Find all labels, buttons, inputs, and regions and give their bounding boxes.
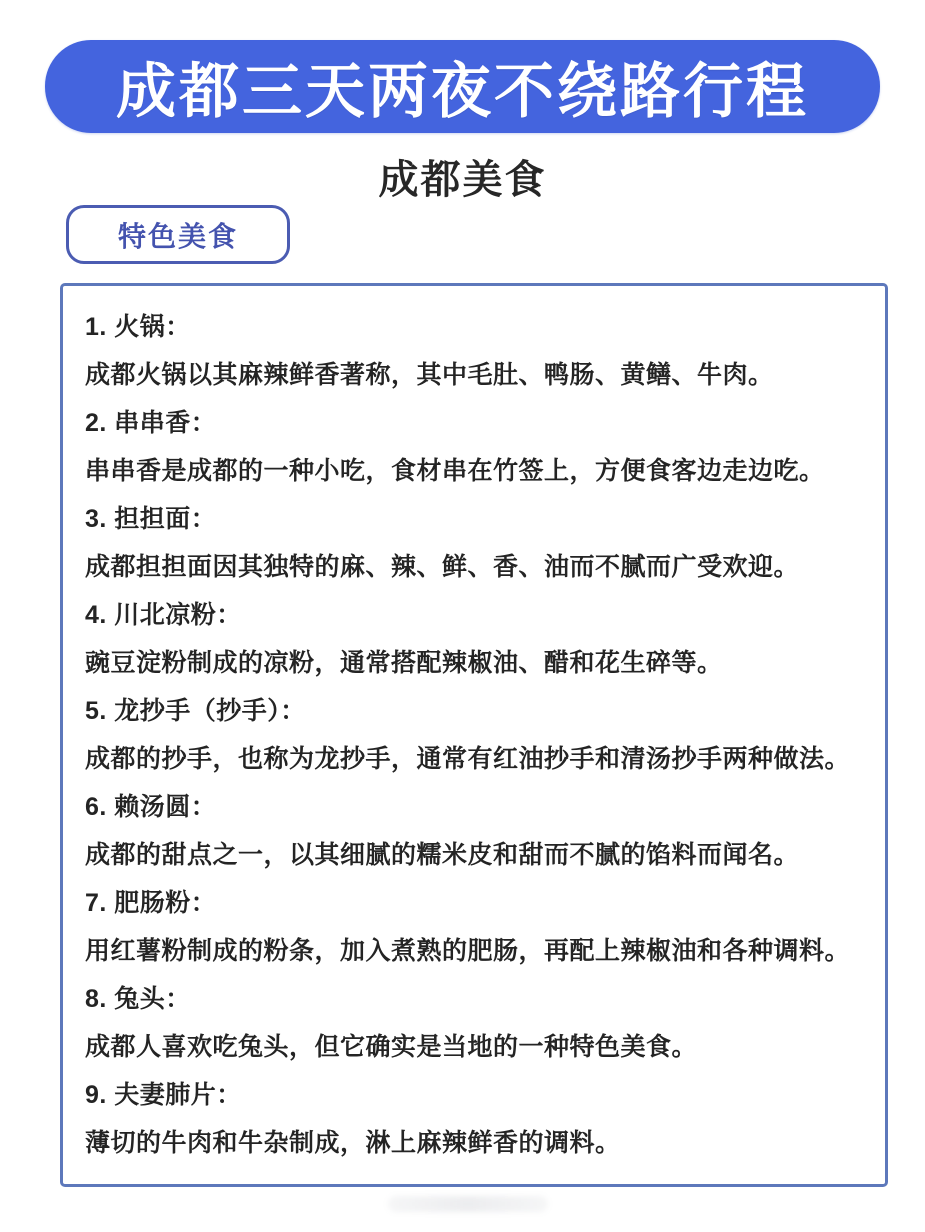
special-food-badge-label: 特色美食	[117, 220, 238, 252]
food-item-description: 薄切的牛肉和牛杂制成，淋上麻辣鲜香的调料。	[85, 1129, 621, 1157]
list-item	[85, 493, 885, 589]
list-item	[85, 877, 885, 973]
food-item-description: 成都火锅以其麻辣鲜香著称，其中毛肚、鸭肠、黄鳝、牛肉。	[85, 361, 774, 389]
food-item-heading: 4. 川北凉粉：	[85, 601, 242, 629]
food-item-heading: 9. 夫妻肺片：	[85, 1081, 242, 1109]
food-item-description: 用红薯粉制成的粉条，加入煮熟的肥肠，再配上辣椒油和各种调料。	[85, 937, 851, 965]
watermark	[388, 1196, 548, 1212]
food-item-heading: 3. 担担面：	[85, 505, 217, 533]
food-item-description: 串串香是成都的一种小吃，食材串在竹签上，方便食客边走边吃。	[85, 457, 825, 485]
food-list-box	[60, 283, 888, 1187]
list-item	[85, 589, 885, 685]
food-item-description: 成都的抄手，也称为龙抄手，通常有红油抄手和清汤抄手两种做法。	[85, 745, 851, 773]
food-item-description: 成都的甜点之一，以其细腻的糯米皮和甜而不腻的馅料而闻名。	[85, 841, 800, 869]
food-item-heading: 7. 肥肠粉：	[85, 889, 217, 917]
list-item	[85, 685, 885, 781]
food-item-description: 成都担担面因其独特的麻、辣、鲜、香、油而不腻而广受欢迎。	[85, 553, 800, 581]
title-banner	[45, 40, 880, 133]
section-title: 成都美食	[378, 158, 547, 202]
food-item-heading: 5. 龙抄手（抄手）：	[85, 697, 306, 725]
food-item-description: 成都人喜欢吃兔头，但它确实是当地的一种特色美食。	[85, 1033, 698, 1061]
special-food-badge	[66, 205, 290, 264]
food-item-heading: 8. 兔头：	[85, 985, 191, 1013]
list-item	[85, 781, 885, 877]
food-item-heading: 2. 串串香：	[85, 409, 217, 437]
food-item-heading: 6. 赖汤圆：	[85, 793, 217, 821]
food-item-heading: 1. 火锅：	[85, 313, 191, 341]
list-item	[85, 1069, 885, 1165]
page-title: 成都三天两夜不绕路行程	[116, 57, 809, 125]
list-item	[85, 301, 885, 397]
list-item	[85, 397, 885, 493]
list-item	[85, 973, 885, 1069]
food-item-description: 豌豆淀粉制成的凉粉，通常搭配辣椒油、醋和花生碎等。	[85, 649, 723, 677]
